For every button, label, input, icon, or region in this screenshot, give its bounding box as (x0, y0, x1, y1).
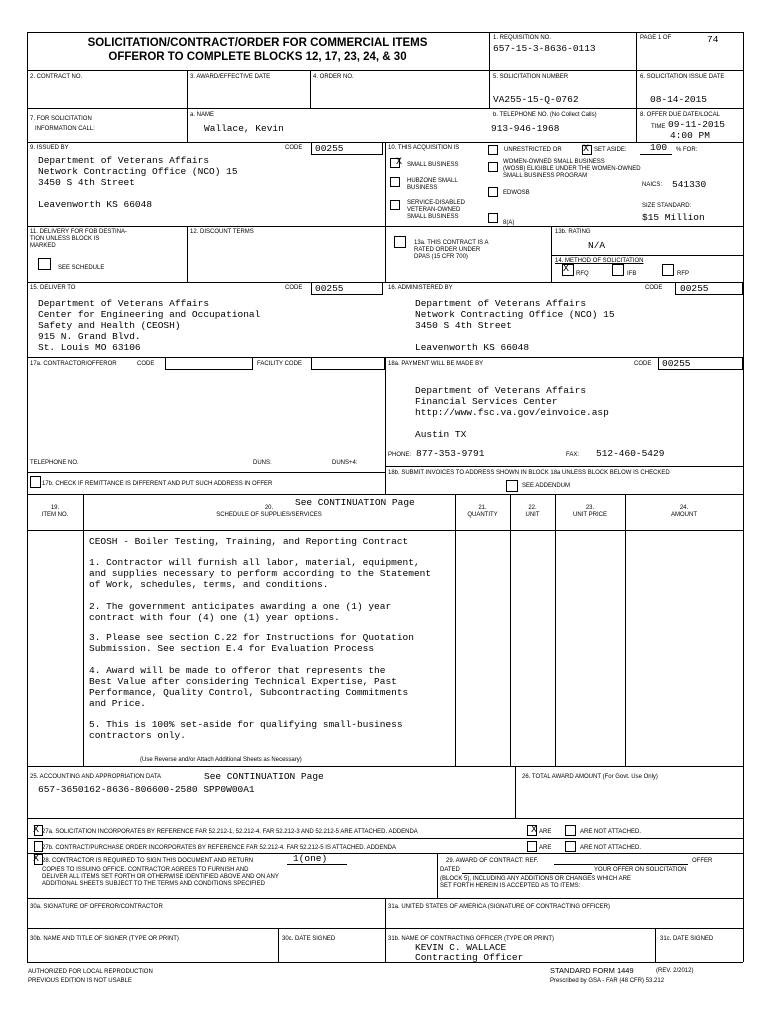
schedule-footer: (Use Reverse and/or Attach Additional Sheets as Necessary) (140, 757, 302, 763)
edwosb-checkbox[interactable] (488, 187, 498, 197)
schedule-para-3: 3. Please see section C.22 for Instructions for Quotation Submission. See section E.4 for Evaluation Process (89, 632, 414, 654)
ifb-checkbox[interactable] (612, 264, 624, 276)
clause-29-line1: 29. AWARD OF CONTRACT: REF. (446, 858, 539, 864)
issued-by-code-label: CODE (285, 145, 303, 151)
payment-label: 18a. PAYMENT WILL BE MADE BY (388, 361, 484, 367)
issued-by-label: 9. ISSUED BY (30, 145, 69, 151)
requisition-value[interactable]: 657-15-3-8636-0113 (493, 43, 596, 54)
schedule-title: CEOSH - Boiler Testing, Training, and Reporting Contract (89, 536, 409, 547)
issue-date-value[interactable]: 08-14-2015 (650, 94, 708, 105)
sdvosb-checkbox[interactable] (390, 200, 400, 210)
unrestricted-checkbox[interactable] (488, 145, 498, 155)
contracting-officer-name: KEVIN C. WALLACE (415, 942, 507, 953)
contractor-code-label: CODE (137, 361, 155, 367)
c27b-are-label: ARE (539, 845, 552, 851)
issued-by-address: Department of Veterans Affairs Network Contracting Office (NCO) 15 3450 S 4th Street Leavenworth KS 66048 (38, 155, 238, 210)
payment-phone-value: 877-353-9791 (416, 448, 485, 459)
small-business-x-mark: X (396, 157, 403, 168)
accounting-value: 657-3650162-8636-806600-2580 SPP0W00A1 (38, 784, 255, 795)
naics-value[interactable]: 541330 (672, 179, 707, 190)
wosb-label: WOMEN-OWNED SMALL BUSINESS (WOSB) ELIGIBLE UNDER THE WOMEN-OWNED SMALL BUSINESS PROGRAM (503, 159, 641, 179)
size-standard-value[interactable]: $15 Million (642, 212, 705, 223)
col-unit-price: 23. UNIT PRICE (573, 505, 607, 518)
solicitation-no-label: 5. SOLICITATION NUMBER (493, 74, 569, 80)
sig-31c-label: 31c. DATE SIGNED (660, 936, 714, 942)
see-schedule-checkbox[interactable] (38, 258, 51, 270)
delivery-fob-label: 11. DELIVERY FOR FOB DESTINA- TION UNLESS BLOCK IS MARKED (30, 229, 128, 249)
telephone-label: TELEPHONE NO. (30, 460, 79, 466)
clause-29-rest: (BLOCK 5), INCLUDING ANY ADDITIONS OR CHANGES WHICH ARE SET FORTH HEREIN IS ACCEPTED AS TO ITEMS: (440, 876, 631, 889)
deliver-to-address: Department of Veterans Affairs Center for Engineering and Occupational Safety and Health (CEOSH) 915 N. Grand Blvd. St. Louis MO 63106 (38, 298, 261, 353)
c28-x-mark: X (33, 854, 40, 865)
hubzone-checkbox[interactable] (390, 177, 400, 187)
rfq-x-mark: X (563, 264, 570, 275)
eight-a-checkbox[interactable] (488, 213, 498, 223)
discount-terms-label: 12. DISCOUNT TERMS (190, 229, 254, 235)
acquisition-label: 10. THIS ACQUISITION IS (388, 145, 460, 151)
pct-for-label: % FOR: (676, 147, 698, 153)
rating-value[interactable]: N/A (588, 240, 606, 251)
payment-fax-value: 512-460-5429 (596, 448, 665, 459)
see-addendum-checkbox[interactable] (506, 480, 518, 492)
solicitation-no-value[interactable]: VA255-15-Q-0762 (493, 94, 579, 105)
clause-27a: 27a. SOLICITATION INCORPORATES BY REFERENCE FAR 52.212-1, 52.212-4. FAR 52.212-3 AND 52.212-5 ARE ATTACHED. ADDENDA (42, 829, 418, 835)
c29-your-offer: YOUR OFFER ON SOLICITATION (594, 867, 687, 873)
award-date-label: 3. AWARD/EFFECTIVE DATE (190, 74, 271, 80)
col-unit: 22. UNIT (525, 505, 540, 518)
contractor-code-box[interactable] (165, 357, 253, 370)
set-aside-pct-line (640, 154, 672, 155)
clause-28-rest: COPIES TO ISSUING OFFICE. CONTRACTOR AGREES TO FURNISH AND DELIVER ALL ITEMS SET FORTH OR OTHERWISE IDENTIFIED ABOVE AND ON ANY ADDITIONAL SHEETS SUBJECT TO THE TERMS AND CONDITIONS SPECIFIED (42, 867, 279, 887)
hubzone-label: HUBZONE SMALL BUSINESS (407, 178, 458, 191)
schedule-para-1: 1. Contractor will furnish all labor, material, equipment, and supplies necessary to perform according to the Statement of Work, schedules, terms, and conditions. (89, 557, 432, 590)
contact-phone-label: b. TELEPHONE NO. (No Collect Calls) (493, 112, 597, 118)
small-business-label: SMALL BUSINESS (407, 162, 459, 168)
form-title-line1: SOLICITATION/CONTRACT/ORDER FOR COMMERCIAL ITEMS (87, 37, 428, 49)
payment-address: Department of Veterans Affairs Financial Services Center http://www.fsc.va.gov/einvoice.asp Austin TX (415, 385, 609, 440)
rfp-label: RFP (677, 271, 689, 277)
payment-code-label: CODE (634, 361, 652, 367)
issue-date-label: 6. SOLICITATION ISSUE DATE (640, 74, 725, 80)
facility-code-label: FACILITY CODE (257, 361, 302, 367)
rated-order-checkbox[interactable] (394, 236, 406, 248)
administered-by-code-value: 00255 (680, 283, 709, 294)
deliver-to-code-value: 00255 (315, 283, 344, 294)
sig-30b-label: 30b. NAME AND TITLE OF SIGNER (TYPE OR PRINT) (30, 936, 179, 942)
administered-by-address: Department of Veterans Affairs Network Contracting Office (NCO) 15 3450 S 4th Street Leavenworth KS 66048 (415, 298, 615, 353)
sig-31b-label: 31b. NAME OF CONTRACTING OFFICER (TYPE OR PRINT) (388, 936, 555, 942)
c27b-are-checkbox[interactable] (527, 841, 537, 852)
offer-due-time[interactable]: 4:00 PM (670, 130, 710, 141)
offer-time-label: TIME (651, 124, 666, 130)
rating-label: 13b. RATING (555, 229, 591, 235)
administered-by-code-label: CODE (645, 285, 663, 291)
c27a-are-x-mark: X (531, 825, 538, 836)
set-aside-label: SET ASIDE: (594, 147, 627, 153)
order-no-label: 4. ORDER NO. (313, 74, 354, 80)
payment-phone-label: PHONE: (388, 452, 412, 458)
c27a-are-not-checkbox[interactable] (565, 825, 576, 836)
deliver-to-label: 15. DELIVER TO (30, 285, 76, 291)
naics-label: NAICS: (642, 182, 663, 188)
col-schedule: 20. SCHEDULE OF SUPPLIES/SERVICES (216, 505, 322, 518)
contact-name-label: a. NAME (190, 112, 215, 118)
footer-revision: (REV. 2/2012) (656, 968, 694, 974)
contract-no-label: 2. CONTRACT NO. (30, 74, 83, 80)
clause-28-line1: 28. CONTRACTOR IS REQUIRED TO SIGN THIS DOCUMENT AND RETURN (42, 858, 254, 864)
issued-by-code-value: 00255 (315, 143, 344, 154)
rfq-label: RFQ (576, 271, 589, 277)
total-award-label: 26. TOTAL AWARD AMOUNT (For Govt. Use Only) (522, 774, 658, 780)
wosb-checkbox[interactable] (488, 162, 498, 172)
requisition-label: 1. REQUISITION NO. (493, 35, 552, 41)
clause-27b: 27b. CONTRACT/PURCHASE ORDER INCORPORATES BY REFERENCE FAR 52.212-4. FAR 52.212-5 IS ATTACHED. ADDENDA (42, 845, 396, 851)
sig-30a-label: 30a. SIGNATURE OF OFFEROR/CONTRACTOR (30, 904, 163, 910)
form-title (30, 36, 485, 64)
c27a-x-mark: X (33, 825, 40, 836)
deliver-to-code-label: CODE (285, 285, 303, 291)
duns-label: DUNS: (253, 460, 272, 466)
info-call-label-2: INFORMATION CALL: (35, 126, 95, 132)
rated-order-label: 13a. THIS CONTRACT IS A RATED ORDER UNDER DPAS (15 CFR 700) (414, 240, 489, 260)
administered-by-label: 16. ADMINISTERED BY (388, 285, 453, 291)
facility-code-box[interactable] (311, 357, 385, 370)
page-total: 74 (707, 34, 719, 45)
accounting-see-continuation: See CONTINUATION Page (204, 771, 324, 782)
unrestricted-label: UNRESTRICTED OR (504, 147, 562, 153)
c29-dated-line (462, 873, 592, 874)
footer-form-name: STANDARD FORM 1449 (550, 966, 634, 975)
c27a-are-not-label: ARE NOT ATTACHED. (580, 829, 642, 835)
footer-previous-edition: PREVIOUS EDITION IS NOT USABLE (28, 978, 132, 984)
duns4-label: DUNS+4: (332, 460, 358, 466)
eight-a-label: 8(A) (503, 220, 515, 226)
c29-offer: OFFER (692, 858, 713, 864)
submit-invoices-label: 18b. SUBMIT INVOICES TO ADDRESS SHOWN IN BLOCK 18a UNLESS BLOCK BELOW IS CHECKED (388, 470, 670, 476)
contracting-officer-title: Contracting Officer (415, 952, 524, 963)
size-standard-label: SIZE STANDARD: (642, 203, 692, 209)
offer-due-label: 8. OFFER DUE DATE/LOCAL (640, 112, 720, 118)
col-quantity: 21. QUANTITY (467, 505, 498, 518)
col-amount: 24. AMOUNT (671, 505, 697, 518)
schedule-para-4: 4. Award will be made to offeror that represents the Best Value after considering Technical Expertise, Past Performance, Quality Control, Subcontracting Commitments and Price. (89, 665, 409, 709)
sig-31a-label: 31a. UNITED STATES OF AMERICA (SIGNATURE OF CONTRACTING OFFICER) (388, 904, 611, 910)
see-schedule-label: SEE SCHEDULE (58, 265, 105, 271)
c28-copies[interactable]: 1(one) (293, 853, 328, 864)
col-item-no: 19. ITEM NO. (41, 505, 69, 518)
c27b-are-not-checkbox[interactable] (565, 841, 576, 852)
contact-name-value[interactable]: Wallace, Kevin (204, 123, 284, 134)
c28-copies-line (287, 864, 347, 865)
form-title-line2: OFFEROR TO COMPLETE BLOCKS 12, 17, 23, 24, & 30 (108, 51, 407, 63)
c29-dated: DATED (440, 867, 460, 873)
sig-30c-label: 30c. DATE SIGNED (282, 936, 336, 942)
payment-fax-label: FAX: (566, 452, 580, 458)
set-aside-x-mark: X (583, 144, 590, 155)
see-continuation-top: See CONTINUATION Page (295, 497, 415, 508)
schedule-para-2: 2. The government anticipates awarding a one (1) year contract with four (4) one (1) year options. (89, 601, 392, 623)
c29-ref-line (554, 864, 688, 865)
sdvosb-label: SERVICE-DISABLED VETERAN-OWNED SMALL BUSINESS (407, 200, 465, 220)
page-label: PAGE 1 OF (640, 35, 672, 41)
edwosb-label: EDWOSB (503, 190, 530, 196)
c27a-are-label: ARE (539, 829, 552, 835)
rfp-checkbox[interactable] (662, 264, 674, 276)
offer-due-date[interactable]: 09-11-2015 (668, 119, 726, 130)
footer-reproduction: AUTHORIZED FOR LOCAL REPRODUCTION (28, 969, 153, 975)
schedule-para-5: 5. This is 100% set-aside for qualifying small-business contractors only. (89, 719, 403, 741)
set-aside-pct[interactable]: 100 (650, 142, 668, 153)
see-addendum-label: SEE ADDENDUM (522, 483, 571, 489)
contractor-label: 17a. CONTRACTOR/OFFEROR (30, 361, 117, 367)
info-call-label-1: 7. FOR SOLICITATION (30, 116, 92, 122)
remittance-label: 17b. CHECK IF REMITTANCE IS DIFFERENT AND PUT SUCH ADDRESS IN OFFER (42, 481, 273, 487)
payment-code-value: 00255 (662, 358, 691, 369)
c27b-are-not-label: ARE NOT ATTACHED. (580, 845, 642, 851)
contact-phone-value[interactable]: 913-946-1968 (491, 123, 560, 134)
footer-prescribed: Prescribed by GSA - FAR (48 CFR) 53.212 (550, 978, 665, 984)
ifb-label: IFB (627, 271, 637, 277)
remittance-checkbox[interactable] (30, 476, 41, 488)
method-label: 14. METHOD OF SOLICITATION (555, 258, 644, 264)
accounting-label: 25. ACCOUNTING AND APPROPRIATION DATA (30, 774, 162, 780)
